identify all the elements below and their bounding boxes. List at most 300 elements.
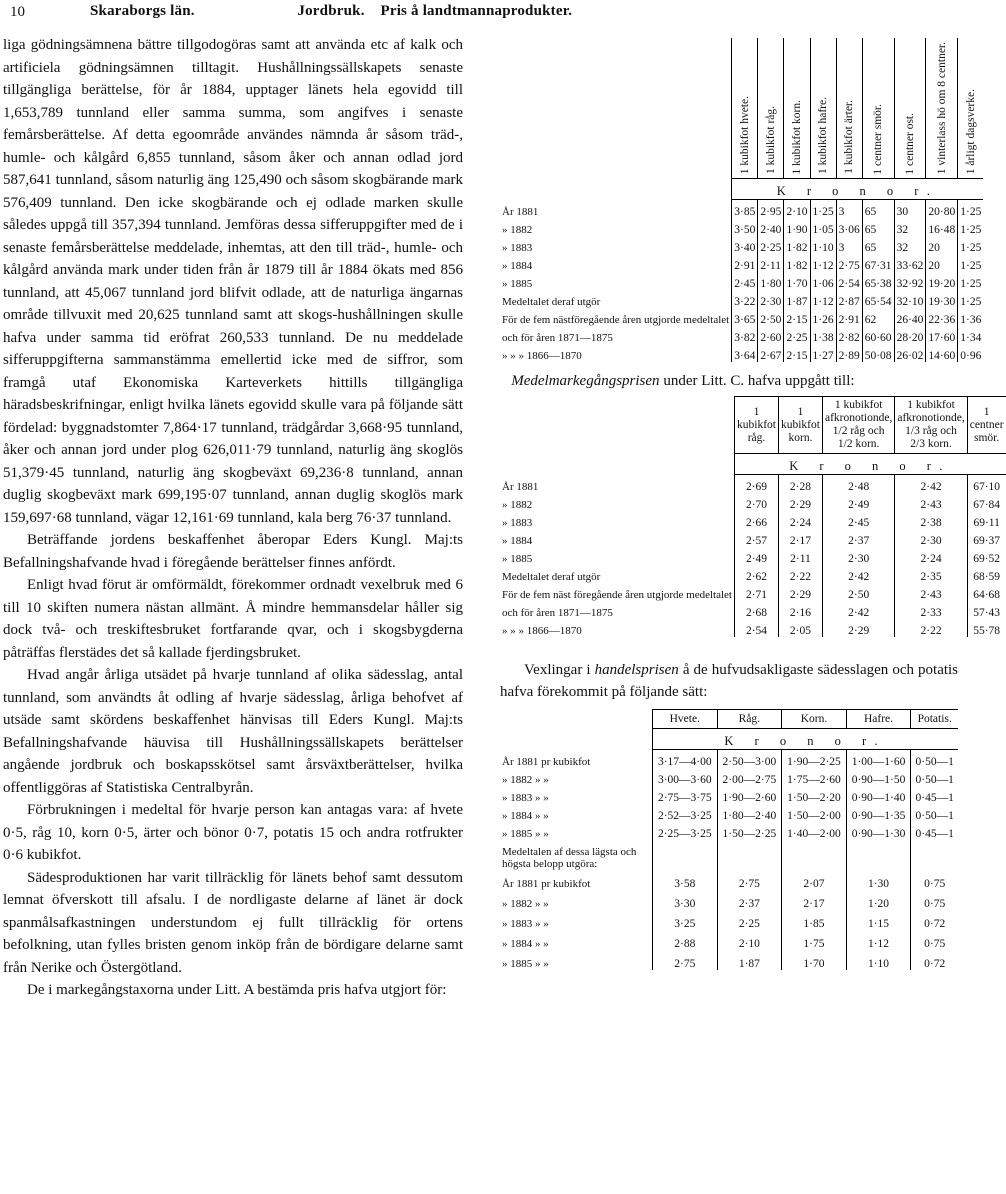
table-cell: 69·37: [967, 529, 1005, 547]
table-cell: 19·30: [926, 290, 958, 308]
unit-row: [500, 179, 983, 200]
table-cell: 20: [926, 236, 958, 254]
table-cell-empty: [653, 840, 718, 870]
column-header: [810, 38, 836, 179]
row-label: » 1883 » »: [502, 792, 549, 805]
table-stub-header: [500, 397, 735, 454]
table-cell: 50·08: [862, 344, 894, 362]
table-cell: 2·17: [778, 529, 822, 547]
table-cell: 65: [862, 218, 894, 236]
body-paragraph: Förbrukningen i medeltal för hvarje person kan antagas vara: af hvete 0·5, råg 10, korn 0·5, ärter och bönor 0·7, potatis 15 och andra rotfrukter 0·6 kubikfot.: [3, 802, 463, 863]
table-cell: 2·11: [778, 547, 822, 565]
row-label: » 1882: [502, 224, 533, 237]
table-cell: 2·45: [732, 272, 758, 290]
body-paragraph: De i markegångstaxorna under Litt. A bestämda pris hafva utgjort för:: [27, 982, 447, 998]
unit-label: K r o n o r.: [735, 454, 1006, 475]
table-cell: 2·07: [782, 870, 847, 890]
table-row: [500, 272, 983, 290]
row-label: » 1884 » »: [502, 938, 549, 951]
table-cell: 2·30: [758, 290, 784, 308]
column-header: [758, 38, 784, 179]
left-column-text: [3, 34, 463, 1002]
table-row: [500, 804, 958, 822]
table-cell: 57·43: [967, 601, 1005, 619]
table-row: [500, 493, 1006, 511]
table-cell: 2·15: [784, 344, 810, 362]
table-cell: 1·90—2·60: [717, 786, 782, 804]
table-cell: 2·71: [735, 583, 779, 601]
table-cell: 67·84: [967, 493, 1005, 511]
table-cell: 1·40—2·00: [782, 822, 847, 840]
table-cell: 1·80: [758, 272, 784, 290]
medelmarkegang-rest: under Litt. C. hafva uppgått till:: [663, 373, 855, 390]
table-cell: 1·36: [958, 308, 984, 326]
table-cell: 20: [926, 254, 958, 272]
table-cell: 2·52—3·25: [653, 804, 718, 822]
table-cell: 1·87: [717, 950, 782, 970]
column-header: Korn.: [782, 710, 847, 729]
table-cell: 1·12: [810, 290, 836, 308]
table-cell: 1·85: [782, 910, 847, 930]
table-cell: 1·12: [846, 930, 911, 950]
table-row: [500, 529, 1006, 547]
row-label: » » » 1866—1870: [502, 350, 582, 363]
table-cell: 1·06: [810, 272, 836, 290]
table-cell: 0·45—1: [911, 822, 958, 840]
body-paragraph: Sädesproduktionen har varit tillräcklig för länets behof samt dessutom lemnat öfverskott till afsalu. I de nordligaste delarne af länet är dock spanmålsafkastningen understundom ej fullt tillräcklig för ortens befolkning, utan fylles bristen genom inköp från de bördigare delarne samt från Nerike och Östergötland.: [3, 869, 463, 976]
body-paragraph: liga gödningsämnena bättre tillgodogöras samt att använda etc af kalk och artificiela gödningsämnen tilltagit. Hushållningssällskapets senaste tillgängliga berättelse, för år 1884, upptager länets hela egovidd till 1,653,789 tunnland eller samma summa, som angifves i senaste femårsberättelse. Af detta egoområde användes nämnda år såsom träd-, humle- och kålgård 6,855 tunnland, såsom åker och annan odlad jord 587,641 tunnland, såsom naturlig äng 125,490 och såsom skogbärande mark 576,409 tunnland. Den icke skogbärande och ej odlade marken skulle således uppgå till 357,394 tunnland. Jemföras dessa sifferuppgifter med de i senaste femårsberättelse meddelade, inhemtas, att den till träd-, humle- och kålgård använda mark under tiden från år 1879 till år 1884 ökats med 856 tunnland, att 45,067 tunnland jord blifvit odlade, att de naturliga ängarnas område tillvuxit med 20,625 tunnland samt att skogs-hushållningen skulle hafva under samma tid eröfrat 260,533 tunnland. De nu meddelade sifferuppgifterna sammanstämma emellertid icke med de siffror, som framgå utaf Ekonomiska Karteverkets hittills tillgängliga häradsbeskrifningar, enligt hvilka länets egovidd skulle vara på följande sätt fördelad: byggnadstomter 7,864·17 tunnland, trädgårdar 3,668·95 tunnland, åker och annan jord under plog 626,011·79 tunnland, naturlig äng skoglös 51,379·45 tunnland, naturlig äng skogbeväxt 69,236·8 tunnland, annan duglig skogbeväxt mark 699,195·07 tunnland, annan duglig skoglös mark 159,697·68 tunnland, vägar 12,161·69 tunnland, kala berg 76·37 tunnland.: [3, 37, 463, 526]
table-cell: 0·75: [911, 890, 958, 910]
handelspris-table: [500, 709, 958, 970]
column-header: 1 kubikfot korn.: [778, 397, 822, 454]
unit-row: [500, 729, 958, 750]
table-cell: 1·82: [784, 236, 810, 254]
table-row: [500, 326, 983, 344]
column-header-label: 1 kubikfot råg.: [764, 106, 777, 175]
table-cell: 2·16: [778, 601, 822, 619]
table-cell: 28·20: [894, 326, 926, 344]
table-cell: 2·54: [836, 272, 862, 290]
table-cell: 1·05: [810, 218, 836, 236]
table-cell: 64·68: [967, 583, 1005, 601]
row-label: » 1884: [502, 260, 533, 273]
table-row: [500, 950, 958, 970]
table-row: [500, 565, 1006, 583]
table-cell: 2·75—3·75: [653, 786, 718, 804]
table-cell: 1·00—1·60: [846, 750, 911, 769]
column-header: 1 kubikfot afkronotionde, 1/3 råg och 2/3 korn.: [895, 397, 967, 454]
column-header: Potatis.: [911, 710, 958, 729]
row-label: För de fem näst föregående åren utgjorde medeltalet: [502, 589, 732, 602]
table-cell: 2·49: [822, 493, 894, 511]
table-row: [500, 475, 1006, 494]
table-cell: 1·70: [782, 950, 847, 970]
row-label: År 1881: [502, 481, 539, 494]
table-row: [500, 344, 983, 362]
page-number: 10: [10, 4, 25, 20]
table-cell: 2·43: [895, 493, 967, 511]
table-cell: 65·38: [862, 272, 894, 290]
table-cell: 2·42: [895, 475, 967, 494]
row-label: År 1881: [502, 206, 539, 219]
table-cell: 0·72: [911, 950, 958, 970]
table-cell: 26·02: [894, 344, 926, 362]
row-label: » 1883: [502, 242, 533, 255]
column-header: Hvete.: [653, 710, 718, 729]
table-cell: 2·25: [758, 236, 784, 254]
vexlingar-rest: å de hufvudsakligaste sädesslagen och potatis hafva förekommit på följande sätt:: [500, 662, 959, 701]
table-cell: 2·49: [735, 547, 779, 565]
table-cell: 2·10: [717, 930, 782, 950]
column-header-label: 1 årligt dagsverke.: [964, 88, 977, 175]
column-header-label: 1 kubikfot hafre.: [817, 97, 830, 175]
table-cell: 20·80: [926, 200, 958, 219]
table-cell: 2·91: [732, 254, 758, 272]
table-cell: 1·34: [958, 326, 984, 344]
column-header: [926, 38, 958, 179]
table-cell: 69·11: [967, 511, 1005, 529]
table-cell: 2·22: [895, 619, 967, 637]
table-cell: 0·90—1·30: [846, 822, 911, 840]
row-label: » 1885: [502, 278, 533, 291]
table-cell: 3·85: [732, 200, 758, 219]
column-header: Hafre.: [846, 710, 911, 729]
unit-stub: [500, 729, 653, 750]
table-cell: 2·35: [895, 565, 967, 583]
table-cell: 2·25: [784, 326, 810, 344]
vexlingar-pre: Vexlingar i: [524, 662, 591, 679]
column-header-label: 1 kubikfot korn.: [790, 99, 803, 175]
column-header: [894, 38, 926, 179]
table-cell: 2·88: [653, 930, 718, 950]
table-cell: 2·17: [782, 890, 847, 910]
table-cell: 2·10: [784, 200, 810, 219]
table-cell: 2·95: [758, 200, 784, 219]
table-cell: 1·10: [846, 950, 911, 970]
table-cell: 1·15: [846, 910, 911, 930]
table-cell: 1·90: [784, 218, 810, 236]
table-cell: 3·65: [732, 308, 758, 326]
table-cell: 32: [894, 218, 926, 236]
column-header: 1 kubikfot afkronotionde, 1/2 råg och 1/2 korn.: [822, 397, 894, 454]
table-stub-header: [500, 710, 653, 729]
table-cell: 3·64: [732, 344, 758, 362]
table-cell: 2·29: [822, 619, 894, 637]
table-cell: 0·72: [911, 910, 958, 930]
table-cell: 22·36: [926, 308, 958, 326]
row-label: » 1885 » »: [502, 958, 549, 971]
table-cell: 2·40: [758, 218, 784, 236]
row-label: » 1883 » »: [502, 918, 549, 931]
table-cell: 2·28: [778, 475, 822, 494]
column-header: Råg.: [717, 710, 782, 729]
table-cell: 1·25: [810, 200, 836, 219]
row-label: År 1881 pr kubikfot: [502, 756, 591, 769]
table-cell: 16·48: [926, 218, 958, 236]
column-header: [958, 38, 984, 179]
table-cell: 69·52: [967, 547, 1005, 565]
running-title-subject: Pris å landtmannaprodukter.: [380, 3, 573, 19]
table-cell: 2·70: [735, 493, 779, 511]
table-cell: 3: [836, 200, 862, 219]
table-cell: 26·40: [894, 308, 926, 326]
table-cell: 65: [862, 200, 894, 219]
table-cell: 3·00—3·60: [653, 768, 718, 786]
table-row: [500, 930, 958, 950]
column-header-label: 1 vinterlass hö om 8 centner.: [935, 42, 948, 175]
table-cell: 2·48: [822, 475, 894, 494]
table-row: [500, 200, 983, 219]
row-label: » 1882: [502, 499, 533, 512]
table-cell: 2·30: [822, 547, 894, 565]
table-row: [500, 619, 1006, 637]
column-header: [784, 38, 810, 179]
body-paragraph: Beträffande jordens beskaffenhet åberopar Eders Kungl. Maj:ts Befallningshafvande hvad i föregående berättelser finnes anfördt.: [3, 532, 463, 571]
table-cell: 1·87: [784, 290, 810, 308]
table-cell: 2·57: [735, 529, 779, 547]
table-cell: 2·75: [717, 870, 782, 890]
table-cell: 2·69: [735, 475, 779, 494]
column-header: 1 centner smör.: [967, 397, 1005, 454]
row-label: och för åren 1871—1875: [502, 607, 613, 620]
table-cell: 0·45—1: [911, 786, 958, 804]
table-subheading: Medeltalen af dessa lägsta och högsta belopp utgöra:: [502, 846, 637, 871]
table-cell: 3·30: [653, 890, 718, 910]
table-cell: 32: [894, 236, 926, 254]
table-cell: 2·24: [778, 511, 822, 529]
table-cell: 0·90—1·35: [846, 804, 911, 822]
table-cell: 2·24: [895, 547, 967, 565]
unit-label: K r o n o r.: [732, 179, 984, 200]
unit-stub: [500, 454, 735, 475]
table-cell: 1·50—2·00: [782, 804, 847, 822]
table-cell: 1·25: [958, 272, 984, 290]
table-cell: 2·11: [758, 254, 784, 272]
body-paragraph: Hvad angår årliga utsädet på hvarje tunnland af olika sädesslag, antal tunnland, som användts åt odling af hvarje sädesslag, årliga behofvet af utsäde samt skördens beskaffenhet hänvisas till Eders Kungl. Maj:ts Befallningshafvande häuvisa till Hushållningssällskapets berättelser angående jordbruk och boskapsskötsel samt årsväxtberättelser, hvilka offentliggöras af Statistiska Centralbyrån.: [3, 667, 463, 796]
table-cell-empty: [717, 840, 782, 870]
table-cell: 19·20: [926, 272, 958, 290]
table-cell: 2·62: [735, 565, 779, 583]
table-cell: 2·42: [822, 565, 894, 583]
unit-label: K r o n o r.: [653, 729, 959, 750]
table-cell: 2·75: [836, 254, 862, 272]
table-cell: 2·67: [758, 344, 784, 362]
table-cell: 2·66: [735, 511, 779, 529]
table-cell: 2·89: [836, 344, 862, 362]
column-header-label: 1 centner ost.: [903, 112, 916, 175]
medelmarkegang-paragraph: [500, 370, 958, 392]
table-cell: 0·75: [911, 870, 958, 890]
table-row: [500, 786, 958, 804]
row-label: » 1885 » »: [502, 828, 549, 841]
table-cell: 0·75: [911, 930, 958, 950]
table-cell: 2·75: [653, 950, 718, 970]
table-cell: 3·22: [732, 290, 758, 308]
medelmarkegang-term: Medelmarkegångsprisen: [511, 373, 660, 390]
table-cell: 1·10: [810, 236, 836, 254]
table-cell: 3·06: [836, 218, 862, 236]
row-label: » 1885: [502, 553, 533, 566]
table-header-row: [500, 38, 983, 179]
table-cell: 1·50—2·20: [782, 786, 847, 804]
table-cell: 1·80—2·40: [717, 804, 782, 822]
table-cell: 2·33: [895, 601, 967, 619]
table-stub-header: [500, 38, 732, 179]
table-row: [500, 750, 958, 769]
table-cell: 3·40: [732, 236, 758, 254]
markegang-price-table: [500, 38, 983, 362]
table-cell: 62: [862, 308, 894, 326]
vexlingar-paragraph: [500, 659, 958, 703]
table-cell: 60·60: [862, 326, 894, 344]
table-cell: 2·50: [758, 308, 784, 326]
table-cell: 1·26: [810, 308, 836, 326]
table-row: [500, 583, 1006, 601]
column-header-label: 1 kubikfot ärter.: [843, 100, 856, 175]
table-header-row: [500, 710, 958, 729]
table-cell: 1·82: [784, 254, 810, 272]
table-cell: 2·50—3·00: [717, 750, 782, 769]
vexlingar-term: handelsprisen: [594, 662, 679, 679]
table-cell: 3: [836, 236, 862, 254]
column-header-label: 1 kubikfot hvete.: [738, 95, 751, 175]
table-cell: 2·82: [836, 326, 862, 344]
table-cell: 1·30: [846, 870, 911, 890]
column-header: [862, 38, 894, 179]
table-cell: 0·50—1: [911, 804, 958, 822]
table-cell: 0·50—1: [911, 768, 958, 786]
table-cell: 17·60: [926, 326, 958, 344]
table-cell: 2·50: [822, 583, 894, 601]
table-row: [500, 218, 983, 236]
table-cell: 2·15: [784, 308, 810, 326]
table-row: [500, 254, 983, 272]
unit-stub: [500, 179, 732, 200]
table-cell: 2·29: [778, 493, 822, 511]
medelmarkegang-table: [500, 396, 1006, 637]
row-label: » 1884 » »: [502, 810, 549, 823]
table-cell: 2·42: [822, 601, 894, 619]
table-row: [500, 768, 958, 786]
column-header: [836, 38, 862, 179]
row-label: Medeltalet deraf utgör: [502, 296, 601, 309]
table-row: [500, 511, 1006, 529]
table-cell-empty: [911, 840, 958, 870]
table-cell: 32·92: [894, 272, 926, 290]
table-cell: 3·25: [653, 910, 718, 930]
table-cell: 2·91: [836, 308, 862, 326]
row-label: » 1882 » »: [502, 898, 549, 911]
table-cell: 2·00—2·75: [717, 768, 782, 786]
table-cell: 55·78: [967, 619, 1005, 637]
table-row: [500, 890, 958, 910]
table-cell: 2·60: [758, 326, 784, 344]
unit-row: [500, 454, 1006, 475]
table-cell: 65·54: [862, 290, 894, 308]
table-cell: 32·10: [894, 290, 926, 308]
table-cell: 2·05: [778, 619, 822, 637]
row-label: Medeltalet deraf utgör: [502, 571, 601, 584]
running-title-county: Skaraborgs län.: [90, 3, 195, 19]
table-cell: 0·90—1·40: [846, 786, 911, 804]
right-column: [500, 38, 1004, 971]
table-cell: 1·25: [958, 254, 984, 272]
table-row: [500, 870, 958, 890]
table-cell: 1·25: [958, 236, 984, 254]
table-cell: 1·75—2·60: [782, 768, 847, 786]
table-cell: 2·43: [895, 583, 967, 601]
table-cell: 2·37: [822, 529, 894, 547]
table-cell: 67·31: [862, 254, 894, 272]
table-row: [500, 308, 983, 326]
table-cell: 2·87: [836, 290, 862, 308]
table-cell: 3·50: [732, 218, 758, 236]
body-paragraph: Enligt hvad förut är omförmäldt, förekommer ordnadt vexelbruk med 6 till 10 skiften numera nästan allmänt. Å mindre hemmansdelar håller sig dock två- och treskiftesbruket fortfarande qvar, och i skogsbygderna påträffas flerstädes det så kallade fjerdingsbruket.: [3, 577, 463, 661]
table-cell: 14·60: [926, 344, 958, 362]
table-cell: 2·22: [778, 565, 822, 583]
table-cell-empty: [846, 840, 911, 870]
running-title: [90, 3, 572, 20]
table-cell: 1·38: [810, 326, 836, 344]
table-cell: 1·70: [784, 272, 810, 290]
table-cell: 1·20: [846, 890, 911, 910]
table-cell: 3·17—4·00: [653, 750, 718, 769]
page-header: [0, 0, 960, 28]
row-label: År 1881 pr kubikfot: [502, 878, 591, 891]
row-label: » 1882 » »: [502, 774, 549, 787]
column-header-label: 1 centner smör.: [872, 103, 885, 175]
table-row: [500, 601, 1006, 619]
table-row: [500, 290, 983, 308]
table-cell: 0·96: [958, 344, 984, 362]
column-header: [732, 38, 758, 179]
table-cell: 0·50—1: [911, 750, 958, 769]
table-cell: 3·82: [732, 326, 758, 344]
table-row: [500, 910, 958, 930]
table-cell: 2·54: [735, 619, 779, 637]
table-cell: 1·25: [958, 218, 984, 236]
table-cell: 67·10: [967, 475, 1005, 494]
row-label: » 1884: [502, 535, 533, 548]
table-cell: 3·58: [653, 870, 718, 890]
row-label: » 1883: [502, 517, 533, 530]
table-cell: 1·25: [958, 200, 984, 219]
row-label: och för åren 1871—1875: [502, 332, 613, 345]
table-cell: 0·90—1·50: [846, 768, 911, 786]
table-cell: 2·68: [735, 601, 779, 619]
table-cell: 2·29: [778, 583, 822, 601]
row-label: » » » 1866—1870: [502, 625, 582, 638]
table-cell: 2·38: [895, 511, 967, 529]
column-header: 1 kubikfot råg.: [735, 397, 779, 454]
table-row: [500, 547, 1006, 565]
table-cell: 1·12: [810, 254, 836, 272]
table-cell: 65: [862, 236, 894, 254]
table-cell: 2·25: [717, 910, 782, 930]
table-cell-empty: [782, 840, 847, 870]
table-cell: 2·45: [822, 511, 894, 529]
table-cell: 33·62: [894, 254, 926, 272]
table-cell: 1·75: [782, 930, 847, 950]
row-label: För de fem nästföregående åren utgjorde medeltalet: [502, 314, 730, 327]
table-cell: 1·50—2·25: [717, 822, 782, 840]
table-cell: 30: [894, 200, 926, 219]
table-cell: 68·59: [967, 565, 1005, 583]
table-cell: 2·25—3·25: [653, 822, 718, 840]
table-row: [500, 822, 958, 840]
table-row: [500, 236, 983, 254]
table-cell: 1·25: [958, 290, 984, 308]
